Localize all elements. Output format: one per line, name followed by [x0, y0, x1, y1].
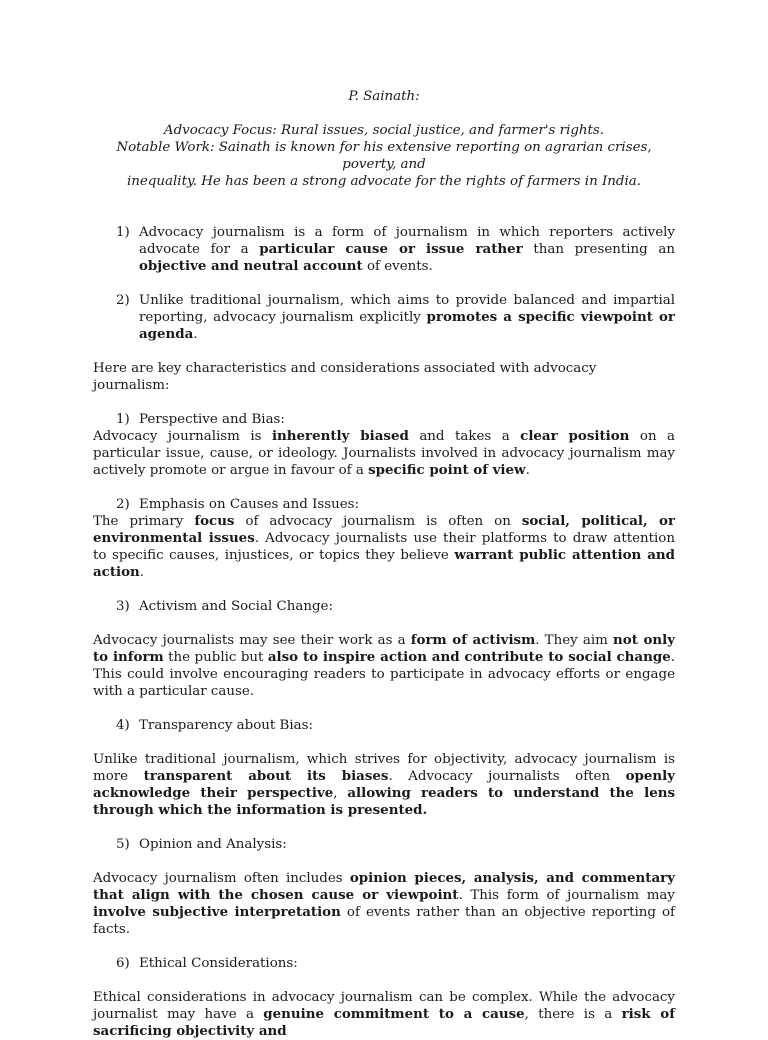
bold-run: social, political, or environmental issues	[93, 513, 676, 546]
text-run: . They aim	[535, 633, 614, 648]
text-run: Ethical considerations in advocacy journalism can be complex. While the advocacy journalist may have a	[93, 990, 675, 1022]
section-heading-text: Emphasis on Causes and Issues:	[139, 497, 360, 512]
text-run: than presenting an	[522, 242, 675, 257]
text-run: .	[193, 327, 198, 342]
bold-run: promotes a specific viewpoint or agenda	[139, 309, 675, 342]
list-number: 5)	[116, 837, 130, 852]
text-run: of advocacy journalism is often on	[234, 514, 522, 529]
text-run: of events rather than an objective reporting of facts.	[93, 905, 675, 937]
bold-run: openly acknowledge their perspective	[93, 768, 676, 801]
text-run: Advocacy journalists may see their work as a	[93, 633, 411, 648]
section-heading-text: Activism and Social Change:	[139, 599, 333, 614]
profile-summary	[93, 122, 675, 190]
text-run: of events.	[362, 259, 433, 274]
notable-work-line-2: inequality. He has been a strong advocate for the rights of farmers in India.	[127, 174, 641, 189]
text-run: Unlike traditional journalism, which strives for objectivity, advocacy journalism is more	[93, 752, 675, 784]
bold-run: form of activism	[410, 632, 536, 648]
list-number: 1)	[116, 225, 130, 240]
document-page	[93, 88, 675, 1040]
bold-run: specific point of view	[368, 462, 526, 478]
text-run: Unlike traditional journalism, which aims to provide balanced and impartial reporting, advocacy journalism explicitly	[139, 293, 675, 325]
bold-run: transparent about its biases	[143, 768, 389, 784]
bold-run: not only to inform	[93, 632, 675, 665]
text-run: . Advocacy journalists often	[388, 769, 626, 784]
lead-in-paragraph: Here are key characteristics and considerations associated with advocacy journalism:	[93, 361, 597, 393]
bold-run: clear position	[520, 428, 630, 444]
list-number: 2)	[116, 293, 130, 308]
section-body-5	[93, 870, 675, 938]
bold-run: also to inspire action and contribute to social change	[267, 649, 671, 665]
text-run: , there is a	[524, 1007, 622, 1022]
section-heading-6	[93, 955, 675, 972]
page-title: P. Sainath:	[348, 89, 420, 104]
list-number: 3)	[116, 599, 130, 614]
list-number: 6)	[116, 956, 130, 971]
text-run: . This form of journalism may	[458, 888, 675, 903]
text-run: ,	[333, 786, 348, 801]
section-body-6	[93, 989, 675, 1040]
list-number: 4)	[116, 718, 130, 733]
bold-run: involve subjective interpretation	[93, 904, 341, 920]
section-heading-text: Perspective and Bias:	[139, 412, 285, 427]
definition-item-1	[93, 224, 675, 275]
section-heading-text: Opinion and Analysis:	[139, 837, 287, 852]
text-run: . Advocacy journalists use their platforms to draw attention to specific causes, injustices, or topics they believe	[93, 531, 675, 563]
list-number: 2)	[116, 497, 130, 512]
text-run: Advocacy journalism is	[93, 429, 272, 444]
bold-run: inherently biased	[271, 428, 409, 444]
bold-run: focus	[194, 513, 235, 529]
text-run: the public but	[163, 650, 268, 665]
bold-run: objective and neutral account	[139, 258, 363, 274]
text-run: .	[525, 463, 530, 478]
section-body-2	[93, 513, 675, 581]
section-heading-4	[93, 717, 675, 734]
notable-work-line-1: Notable Work: Sainath is known for his extensive reporting on agrarian crises, poverty, and	[116, 140, 652, 172]
text-run: on a particular issue, cause, or ideology. Journalists involved in advocacy journalism may actively promote or argue in favour of a	[93, 429, 676, 478]
section-body-1	[93, 428, 675, 479]
advocacy-focus-line: Advocacy Focus: Rural issues, social justice, and farmer's rights.	[163, 123, 605, 138]
section-heading-1	[93, 411, 675, 428]
section-heading-3	[93, 598, 675, 615]
section-heading-2	[93, 496, 675, 513]
section-heading-text: Ethical Considerations:	[139, 956, 298, 971]
text-run: .	[139, 565, 145, 580]
bold-run: warrant public attention and action	[93, 547, 675, 580]
bold-run: allowing readers to understand the lens through which the information is presented.	[93, 785, 675, 818]
section-body-3	[93, 632, 675, 700]
bold-run: particular cause or issue rather	[259, 241, 523, 257]
bold-run: opinion pieces, analysis, and commentary that align with the chosen cause or viewpoint	[93, 870, 675, 903]
text-run: Advocacy journalism is a form of journalism in which reporters actively advocate for a	[139, 225, 675, 257]
text-run: . This could involve encouraging readers to participate in advocacy efforts or engage with a particular cause.	[93, 650, 675, 699]
section-heading-5	[93, 836, 675, 853]
section-heading-text: Transparency about Bias:	[139, 718, 314, 733]
definition-item-2	[93, 292, 675, 343]
text-run: The primary	[93, 514, 195, 529]
text-run: and takes a	[408, 429, 521, 444]
text-run: Advocacy journalism often includes	[93, 871, 350, 886]
bold-run: risk of sacrificing objectivity and	[93, 1006, 675, 1039]
list-number: 1)	[116, 412, 130, 427]
section-body-4	[93, 751, 675, 819]
bold-run: genuine commitment to a cause	[263, 1006, 525, 1022]
